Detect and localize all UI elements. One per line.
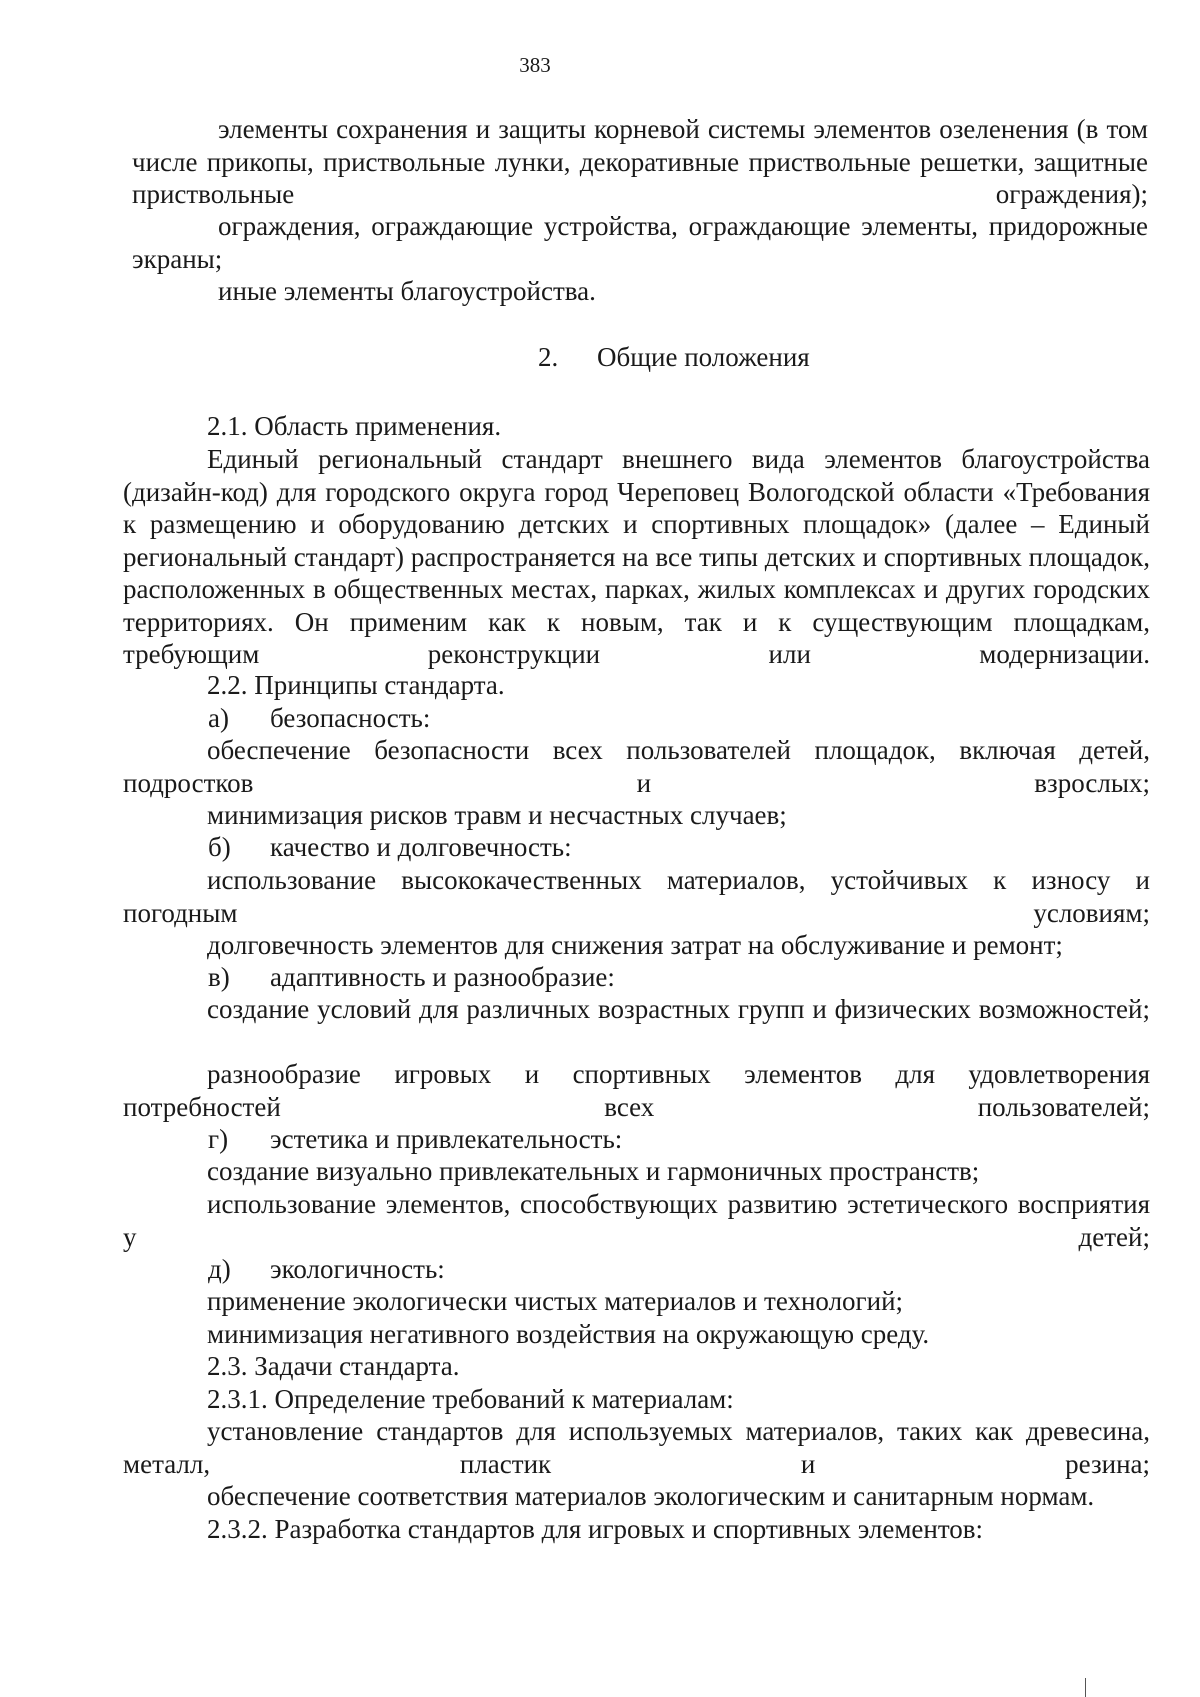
list-marker: в)	[208, 962, 230, 992]
list-label: экологичность:	[270, 1254, 445, 1284]
section-title: Общие положения	[597, 342, 810, 372]
principle-b	[208, 831, 572, 864]
paragraph-other-elements: иные элементы благоустройства.	[218, 276, 596, 306]
subsection-2-3-2-title: 2.3.2. Разработка стандартов для игровых и спортивных элементов:	[207, 1514, 984, 1544]
list-label: эстетика и привлекательность:	[270, 1124, 623, 1154]
principle-d-item: использование элементов, способствующих развитию эстетического восприятия у детей;	[123, 1189, 1150, 1252]
principle-d	[208, 1123, 622, 1156]
list-marker: д)	[208, 1254, 231, 1284]
page-number: 383	[519, 53, 551, 77]
subsection-2-1-text: Единый региональный стандарт внешнего вида элементов благоустройства (дизайн-код) для городского округа город Череповец Вологодской области «Требования к размещению и оборудованию детских и спортивных площадок» (далее – Единый региональный стандарт) распространяется на все типы детских и спортивных площадок, расположенных в общественных местах, парках, жилых комплексах и других городских территориях. Он применим как к новым, так и к существующим площадкам, требующим реконструкции или модернизации.	[123, 444, 1150, 669]
list-marker: а)	[208, 703, 229, 733]
section-number: 2.	[538, 342, 559, 372]
principle-d-item: создание визуально привлекательных и гармоничных пространств;	[207, 1156, 980, 1186]
principle-a-item: минимизация рисков травм и несчастных случаев;	[207, 800, 787, 830]
principle-c	[208, 961, 615, 994]
principle-a	[208, 702, 430, 735]
principle-c-item: разнообразие игровых и спортивных элементов для удовлетворения потребностей всех пользователей;	[123, 1059, 1150, 1122]
task-item: обеспечение соответствия материалов экологическим и санитарным нормам.	[207, 1481, 1095, 1511]
paragraph-fences: ограждения, ограждающие устройства, ограждающие элементы, придорожные экраны;	[132, 211, 1148, 274]
principle-e-item: применение экологически чистых материалов и технологий;	[207, 1286, 904, 1316]
subsection-2-2-title: 2.2. Принципы стандарта.	[207, 670, 505, 700]
scan-mark	[1085, 1678, 1086, 1697]
principle-e	[208, 1253, 445, 1286]
list-label: адаптивность и разнообразие:	[270, 962, 615, 992]
task-item: установление стандартов для используемых материалов, таких как древесина, металл, пластик и резина;	[123, 1416, 1150, 1479]
paragraph-root-protection: элементы сохранения и защиты корневой системы элементов озеленения (в том числе прикопы, приствольные лунки, декоративные приствольные решетки, защитные приствольные ограждения);	[132, 114, 1148, 209]
subsection-2-1-title: 2.1. Область применения.	[207, 411, 502, 441]
principle-b-item: долговечность элементов для снижения затрат на обслуживание и ремонт;	[207, 930, 1063, 960]
list-label: качество и долговечность:	[270, 832, 572, 862]
principle-a-item: обеспечение безопасности всех пользователей площадок, включая детей, подростков и взрослых;	[123, 735, 1150, 798]
subsection-2-3-1-title: 2.3.1. Определение требований к материалам:	[207, 1384, 734, 1414]
list-label: безопасность:	[270, 703, 431, 733]
principle-c-item: создание условий для различных возрастных групп и физических возможностей;	[207, 994, 1150, 1024]
principle-e-item: минимизация негативного воздействия на окружающую среду.	[207, 1319, 930, 1349]
principle-b-item: использование высококачественных материалов, устойчивых к износу и погодным условиям;	[123, 865, 1150, 928]
list-marker: г)	[208, 1124, 229, 1154]
subsection-2-3-title: 2.3. Задачи стандарта.	[207, 1351, 460, 1381]
list-marker: б)	[208, 832, 231, 862]
